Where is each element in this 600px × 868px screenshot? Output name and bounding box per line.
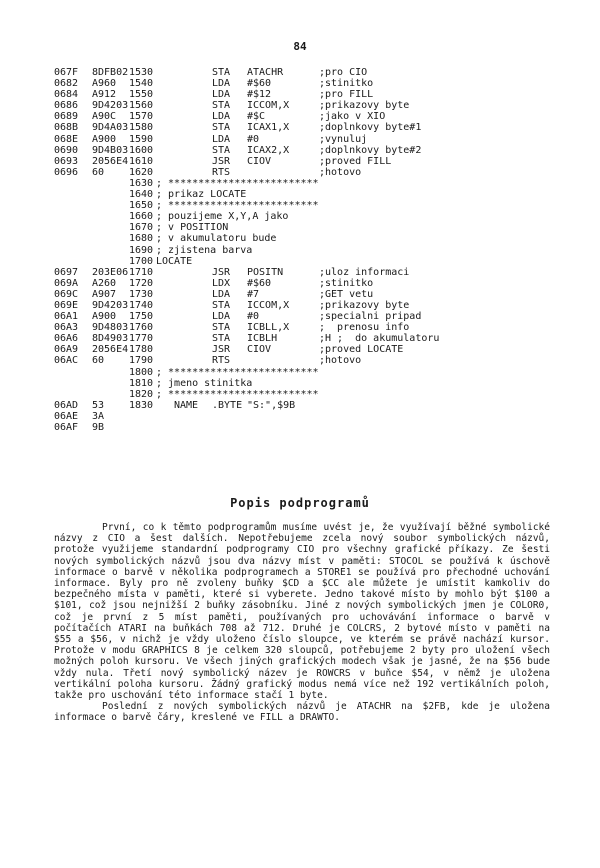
listing-line xyxy=(54,211,574,222)
listing-line xyxy=(54,233,574,244)
operand: "S:",$9B xyxy=(247,399,296,411)
line-number: 1690 xyxy=(129,244,154,256)
operand: #0 xyxy=(247,133,260,145)
machine-code: 2056E4 xyxy=(92,344,129,356)
operand: ICAX1,X xyxy=(247,122,290,134)
listing-line xyxy=(54,111,574,122)
description-text xyxy=(54,522,550,724)
comment: ; prenosu info xyxy=(319,322,410,334)
line-number: 1670 xyxy=(129,222,154,234)
listing-line xyxy=(54,122,574,133)
opcode: LDA xyxy=(212,111,231,123)
comment: ;pro CIO xyxy=(319,67,368,78)
listing-line xyxy=(54,322,574,333)
comment: ;GET vetu xyxy=(319,288,374,300)
listing-line xyxy=(54,367,574,378)
address: 06A3 xyxy=(54,322,79,334)
opcode: LDX xyxy=(212,277,231,289)
comment: ;doplnkovy byte#2 xyxy=(319,144,422,156)
listing-comment: ; prikaz LOCATE xyxy=(156,189,247,201)
address: 06A9 xyxy=(54,344,79,356)
address: 0682 xyxy=(54,78,79,90)
machine-code: 2056E4 xyxy=(92,155,129,167)
opcode: RTS xyxy=(212,166,231,178)
opcode: STA xyxy=(212,122,231,134)
machine-code: 203E06 xyxy=(92,266,129,278)
line-number: 1730 xyxy=(129,288,154,300)
listing-line xyxy=(54,134,574,145)
opcode: STA xyxy=(212,100,231,112)
page-number: 84 xyxy=(293,40,307,53)
line-number: 1820 xyxy=(129,388,154,400)
comment: ;proved FILL xyxy=(319,155,392,167)
machine-code: A900 xyxy=(92,311,117,323)
operand: ICAX2,X xyxy=(247,144,290,156)
label: NAME xyxy=(174,399,199,411)
line-number: 1590 xyxy=(129,133,154,145)
address: 069E xyxy=(54,299,79,311)
machine-code: 9D4203 xyxy=(92,100,129,112)
listing-comment: ; ************************* xyxy=(156,200,319,212)
opcode: .BYTE xyxy=(212,399,243,411)
listing-line xyxy=(54,355,574,366)
operand: ICCOM,X xyxy=(247,299,290,311)
comment: ;prikazovy byte xyxy=(319,100,410,112)
machine-code: A907 xyxy=(92,288,117,300)
listing-line xyxy=(54,100,574,111)
listing-line xyxy=(54,278,574,289)
listing-line xyxy=(54,300,574,311)
machine-code: 60 xyxy=(92,166,105,178)
operand: #$12 xyxy=(247,89,272,101)
opcode: JSR xyxy=(212,155,231,167)
comment: ;doplnkovy byte#1 xyxy=(319,122,422,134)
operand: ICBLL,X xyxy=(247,322,290,334)
opcode: STA xyxy=(212,333,231,345)
machine-code: 9D4B03 xyxy=(92,144,129,156)
line-number: 1570 xyxy=(129,111,154,123)
listing-comment: ; ************************* xyxy=(156,366,319,378)
line-number: 1720 xyxy=(129,277,154,289)
line-number: 1640 xyxy=(129,189,154,201)
paragraph: První, co k těmto podprogramům musíme uvést je, že využívají běžné symbolické názvy z CIO a šest dalších. Nepotřebujeme zcela nový soubor symbolických názvů, protože využijeme standardní podprogramy CIO pro všechny grafické příkazy. Ze šesti nových symbolických názvů jsou dva názvy míst v paměti: STOCOL se používá k úschově informace o barvě v několika podprogramech a STORE1 se používá pro přechodné uchování informace. Byly pro ně zvoleny buňky $CD a $CC ale můžete je umístit kamkoliv do bezpečného místa v paměti, které si vyberete. Jedno takové místo by mohlo být $100 a $101, což jsou nejnižší 2 buňky zásobníku. Jiné z nových symbolických jmen je COLOR0, což je první z 5 míst paměti, používaných pro uchovávání informace o barvě v počítačích ATARI na buňkách 708 až 712. Druhé je COLCRS, 2 bytové místo v paměti na $55 a $56, v nichž je vždy uloženo číslo sloupce, ve kterém se právě nachází kursor. Protože v modu GRAPHICS 8 je celkem 320 sloupců, potřebujeme 2 byty pro uložení všech možných poloh kursoru. Ve všech jiných grafických modech však je jasné, že na $56 bude vždy nula. Třetí nový symbolický název je ROWCRS v buňce $54, v němž je uložena vertikální poloha kursoru. Žádný grafický modus nemá více než 192 vertikálních poloh, takže pro uschování této informace stačí 1 byte. xyxy=(54,522,550,702)
line-number: 1760 xyxy=(129,322,154,334)
opcode: RTS xyxy=(212,355,231,367)
address: 069C xyxy=(54,288,79,300)
paragraph: Poslední z nových symbolických názvů je ATACHR na $2FB, kde je uložena informace o barvě čáry, kreslené ve FILL a DRAWTO. xyxy=(54,701,550,724)
operand: CIOV xyxy=(247,155,272,167)
machine-code: 53 xyxy=(92,399,105,411)
line-number: 1560 xyxy=(129,100,154,112)
listing-comment: ; v POSITION xyxy=(156,222,229,234)
address: 067F xyxy=(54,67,79,78)
machine-code: A912 xyxy=(92,89,117,101)
address: 0684 xyxy=(54,89,79,101)
comment: ;vynuluj xyxy=(319,133,368,145)
machine-code: A900 xyxy=(92,133,117,145)
address: 0697 xyxy=(54,266,79,278)
line-number: 1650 xyxy=(129,200,154,212)
section-title: Popis podprogramů xyxy=(230,496,370,510)
line-number: 1540 xyxy=(129,78,154,90)
listing-line xyxy=(54,267,574,278)
comment: ;hotovo xyxy=(319,355,362,367)
operand: #7 xyxy=(247,288,260,300)
operand: #0 xyxy=(247,311,260,323)
assembly-listing xyxy=(54,67,574,433)
listing-line xyxy=(54,333,574,344)
comment: ;specialni pripad xyxy=(319,311,422,323)
address: 06AD xyxy=(54,399,79,411)
address: 068E xyxy=(54,133,79,145)
listing-line xyxy=(54,222,574,233)
listing-line xyxy=(54,422,574,433)
opcode: LDA xyxy=(212,311,231,323)
line-number: 1790 xyxy=(129,355,154,367)
address: 06A6 xyxy=(54,333,79,345)
listing-line xyxy=(54,344,574,355)
machine-code: 60 xyxy=(92,355,105,367)
opcode: STA xyxy=(212,67,231,78)
line-number: 1770 xyxy=(129,333,154,345)
comment: ;uloz informaci xyxy=(319,266,410,278)
listing-comment: ; v akumulatoru bude xyxy=(156,233,277,245)
comment: ;stinitko xyxy=(319,277,374,289)
line-number: 1780 xyxy=(129,344,154,356)
line-number: 1740 xyxy=(129,299,154,311)
address: 06A1 xyxy=(54,311,79,323)
line-number: 1830 xyxy=(129,399,154,411)
line-number: 1700 xyxy=(129,255,154,267)
operand: POSITN xyxy=(247,266,284,278)
machine-code: A260 xyxy=(92,277,117,289)
line-number: 1630 xyxy=(129,177,154,189)
address: 0686 xyxy=(54,100,79,112)
line-number: 1680 xyxy=(129,233,154,245)
line-number: 1600 xyxy=(129,144,154,156)
line-number: 1750 xyxy=(129,311,154,323)
machine-code: 9B xyxy=(92,422,105,433)
operand: ICBLH xyxy=(247,333,278,345)
listing-line xyxy=(54,400,574,411)
comment: ;H ; do akumulatoru xyxy=(319,333,440,345)
machine-code: 3A xyxy=(92,410,105,422)
listing-line xyxy=(54,89,574,100)
opcode: STA xyxy=(212,322,231,334)
address: 0693 xyxy=(54,155,79,167)
comment: ;jako v XIO xyxy=(319,111,386,123)
machine-code: 9D4803 xyxy=(92,322,129,334)
comment: ;proved LOCATE xyxy=(319,344,404,356)
listing-comment: ; jmeno stinitka xyxy=(156,377,253,389)
comment: ;pro FILL xyxy=(319,89,374,101)
line-number: 1800 xyxy=(129,366,154,378)
line-number: 1620 xyxy=(129,166,154,178)
listing-line xyxy=(54,78,574,89)
line-number: 1550 xyxy=(129,89,154,101)
machine-code: 9D4203 xyxy=(92,299,129,311)
listing-line xyxy=(54,156,574,167)
operand: #$60 xyxy=(247,277,272,289)
listing-comment: LOCATE xyxy=(156,255,193,267)
listing-line xyxy=(54,145,574,156)
line-number: 1710 xyxy=(129,266,154,278)
operand: ICCOM,X xyxy=(247,100,290,112)
operand: CIOV xyxy=(247,344,272,356)
address: 06AF xyxy=(54,422,79,433)
line-number: 1610 xyxy=(129,155,154,167)
line-number: 1660 xyxy=(129,211,154,223)
line-number: 1580 xyxy=(129,122,154,134)
listing-line xyxy=(54,200,574,211)
listing-line xyxy=(54,378,574,389)
operand: #$60 xyxy=(247,78,272,90)
opcode: LDA xyxy=(212,288,231,300)
address: 068B xyxy=(54,122,79,134)
address: 0696 xyxy=(54,166,79,178)
machine-code: 9D4A03 xyxy=(92,122,129,134)
listing-line xyxy=(54,256,574,267)
listing-line xyxy=(54,411,574,422)
machine-code: 8DFB02 xyxy=(92,67,129,78)
comment: ;prikazovy byte xyxy=(319,299,410,311)
opcode: LDA xyxy=(212,133,231,145)
opcode: JSR xyxy=(212,344,231,356)
address: 069A xyxy=(54,277,79,289)
opcode: JSR xyxy=(212,266,231,278)
opcode: LDA xyxy=(212,89,231,101)
address: 06AE xyxy=(54,410,79,422)
address: 0690 xyxy=(54,144,79,156)
listing-line xyxy=(54,178,574,189)
line-number: 1810 xyxy=(129,377,154,389)
machine-code: A960 xyxy=(92,78,117,90)
comment: ;stinitko xyxy=(319,78,374,90)
operand: ATACHR xyxy=(247,67,284,78)
listing-line xyxy=(54,289,574,300)
address: 06AC xyxy=(54,355,79,367)
opcode: STA xyxy=(212,299,231,311)
operand: #$C xyxy=(247,111,266,123)
listing-line xyxy=(54,389,574,400)
machine-code: 8D4903 xyxy=(92,333,129,345)
opcode: STA xyxy=(212,144,231,156)
listing-comment: ; ************************* xyxy=(156,388,319,400)
listing-line xyxy=(54,67,574,78)
listing-line xyxy=(54,245,574,256)
comment: ;hotovo xyxy=(319,166,362,178)
listing-comment: ; pouzijeme X,Y,A jako xyxy=(156,211,289,223)
listing-line xyxy=(54,311,574,322)
listing-comment: ; ************************* xyxy=(156,177,319,189)
line-number: 1530 xyxy=(129,67,154,78)
address: 0689 xyxy=(54,111,79,123)
listing-line xyxy=(54,189,574,200)
listing-comment: ; zjistena barva xyxy=(156,244,253,256)
listing-line xyxy=(54,167,574,178)
machine-code: A90C xyxy=(92,111,117,123)
opcode: LDA xyxy=(212,78,231,90)
